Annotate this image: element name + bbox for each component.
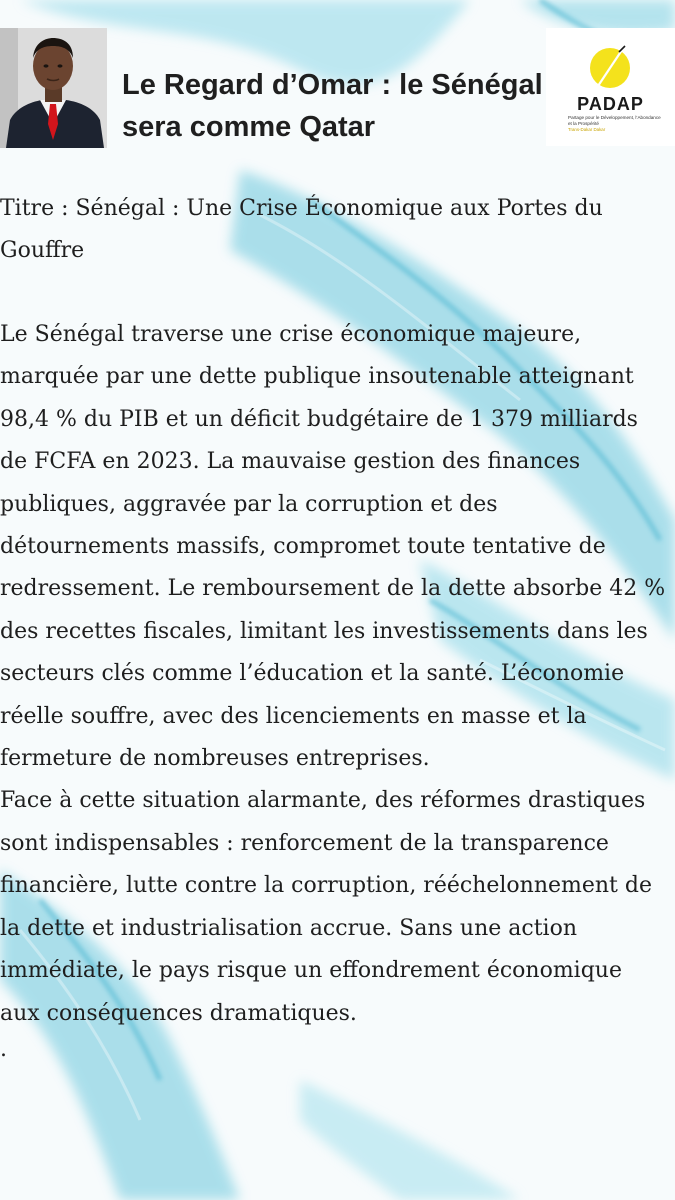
- logo-tagline: Partage pour le Développement, l’Abondance et la Prospérité: [568, 115, 661, 126]
- logo-name: PADAP: [577, 94, 644, 114]
- author-photo: [0, 28, 107, 148]
- header: [0, 28, 675, 150]
- author-portrait-icon: [0, 28, 107, 148]
- padap-logo: [546, 28, 675, 146]
- article-paragraph: Face à cette situation alarmante, des réformes drastiques sont indispensables : renforcement de la transparence financière, lutte contre la corruption, rééchelonnement de la dette et industrialisation accrue. Sans une action immédiate, le pays risque un effondrement économique aux conséquences dramatiques.: [0, 788, 652, 1026]
- article-body: [0, 188, 668, 1065]
- page-title: Le Regard d’Omar : le Sénégal sera comme Qatar: [122, 69, 543, 143]
- article-subtitle: Titre : Sénégal : Une Crise Économique aux Portes du Gouffre: [0, 196, 603, 263]
- article-paragraph: Le Sénégal traverse une crise économique majeure, marquée par une dette publique insoutenable atteignant 98,4 % du PIB et un déficit budgétaire de 1 379 milliards de FCFA en 2023. La mauvaise gestion des finances publiques, aggravée par la corruption et des détournements massifs, compromet toute tentative de redressement. Le remboursement de la dette absorbe 42 % des recettes fiscales, limitant les investissements dans les secteurs clés comme l’éducation et la santé. L’économie réelle souffre, avec des licenciements en masse et la fermeture de nombreuses entreprises.: [0, 322, 666, 772]
- padap-sun-icon: [546, 28, 675, 98]
- trailing-mark: .: [0, 1036, 7, 1062]
- logo-tagline-secondary: Trans-Dakar Dakar: [568, 127, 606, 132]
